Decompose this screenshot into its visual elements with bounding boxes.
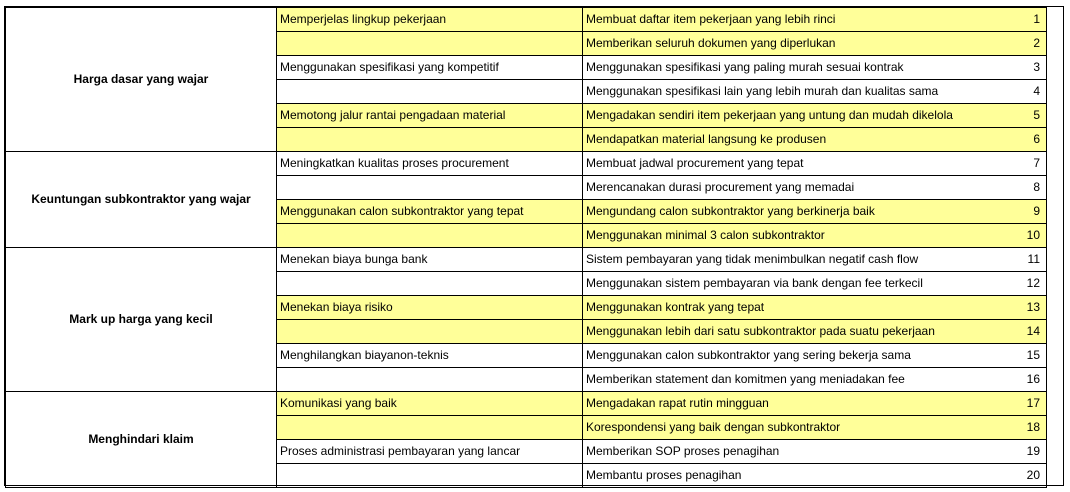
strategy-cell[interactable]: Menggunakan spesifikasi yang kompetitif [277,56,583,80]
strategy-cell[interactable] [277,128,583,152]
strategy-cell[interactable]: Memperjelas lingkup pekerjaan [277,8,583,32]
strategy-cell[interactable]: Menekan biaya risiko [277,296,583,320]
row-number-cell[interactable]: 4 [989,80,1047,104]
strategy-cell[interactable]: Menghilangkan biayanon-teknis [277,344,583,368]
action-cell[interactable]: Memberikan SOP proses penagihan [583,440,990,464]
strategy-cell[interactable] [277,368,583,392]
action-cell[interactable]: Sistem pembayaran yang tidak menimbulkan negatif cash flow [583,248,990,272]
action-cell[interactable]: Menggunakan calon subkontraktor yang sering bekerja sama [583,344,990,368]
category-cell[interactable]: Harga dasar yang wajar [6,8,277,152]
strategy-cell[interactable]: Menggunakan calon subkontraktor yang tepat [277,200,583,224]
strategy-cell[interactable] [277,320,583,344]
category-cell[interactable]: Keuntungan subkontraktor yang wajar [6,152,277,248]
strategy-cell[interactable]: Proses administrasi pembayaran yang lancar [277,440,583,464]
strategy-table [5,7,1047,488]
action-cell[interactable]: Mengundang calon subkontraktor yang berkinerja baik [583,200,990,224]
action-cell[interactable]: Mengadakan sendiri item pekerjaan yang untung dan mudah dikelola [583,104,990,128]
strategy-cell[interactable] [277,32,583,56]
row-number-cell[interactable]: 18 [989,416,1047,440]
action-cell[interactable]: Memberikan seluruh dokumen yang diperlukan [583,32,990,56]
action-cell[interactable]: Membantu proses penagihan [583,464,990,488]
row-number-cell[interactable]: 3 [989,56,1047,80]
table-body [6,8,1047,488]
category-cell[interactable]: Mark up harga yang kecil [6,248,277,392]
row-number-cell[interactable]: 9 [989,200,1047,224]
row-number-cell[interactable]: 14 [989,320,1047,344]
action-cell[interactable]: Menggunakan minimal 3 calon subkontraktor [583,224,990,248]
row-number-cell[interactable]: 20 [989,464,1047,488]
strategy-cell[interactable] [277,80,583,104]
strategy-cell[interactable]: Meningkatkan kualitas proses procurement [277,152,583,176]
row-number-cell[interactable]: 7 [989,152,1047,176]
action-cell[interactable]: Menggunakan lebih dari satu subkontraktor pada suatu pekerjaan [583,320,990,344]
row-number-cell[interactable]: 11 [989,248,1047,272]
row-number-cell[interactable]: 10 [989,224,1047,248]
category-cell[interactable]: Menghindari klaim [6,392,277,488]
strategy-cell[interactable]: Menekan biaya bunga bank [277,248,583,272]
action-cell[interactable]: Menggunakan spesifikasi lain yang lebih murah dan kualitas sama [583,80,990,104]
action-cell[interactable]: Membuat daftar item pekerjaan yang lebih rinci [583,8,990,32]
strategy-cell[interactable] [277,224,583,248]
action-cell[interactable]: Memberikan statement dan komitmen yang meniadakan fee [583,368,990,392]
action-cell[interactable]: Mendapatkan material langsung ke produsen [583,128,990,152]
strategy-cell[interactable] [277,464,583,488]
strategy-cell[interactable] [277,416,583,440]
row-number-cell[interactable]: 13 [989,296,1047,320]
row-number-cell[interactable]: 12 [989,272,1047,296]
row-number-cell[interactable]: 1 [989,8,1047,32]
row-number-cell[interactable]: 6 [989,128,1047,152]
strategy-cell[interactable]: Komunikasi yang baik [277,392,583,416]
action-cell[interactable]: Korespondensi yang baik dengan subkontraktor [583,416,990,440]
action-cell[interactable]: Mengadakan rapat rutin mingguan [583,392,990,416]
row-number-cell[interactable]: 8 [989,176,1047,200]
action-cell[interactable]: Menggunakan kontrak yang tepat [583,296,990,320]
action-cell[interactable]: Menggunakan spesifikasi yang paling murah sesuai kontrak [583,56,990,80]
action-cell[interactable]: Merencanakan durasi procurement yang memadai [583,176,990,200]
row-number-cell[interactable]: 16 [989,368,1047,392]
row-number-cell[interactable]: 19 [989,440,1047,464]
strategy-cell[interactable] [277,272,583,296]
strategy-cell[interactable] [277,176,583,200]
table-row [6,152,1047,176]
table-row [6,248,1047,272]
strategy-cell[interactable]: Memotong jalur rantai pengadaan material [277,104,583,128]
action-cell[interactable]: Membuat jadwal procurement yang tepat [583,152,990,176]
row-number-cell[interactable]: 5 [989,104,1047,128]
row-number-cell[interactable]: 2 [989,32,1047,56]
table-row [6,392,1047,416]
row-number-cell[interactable]: 17 [989,392,1047,416]
row-number-cell[interactable]: 15 [989,344,1047,368]
table-row [6,8,1047,32]
action-cell[interactable]: Menggunakan sistem pembayaran via bank dengan fee terkecil [583,272,990,296]
